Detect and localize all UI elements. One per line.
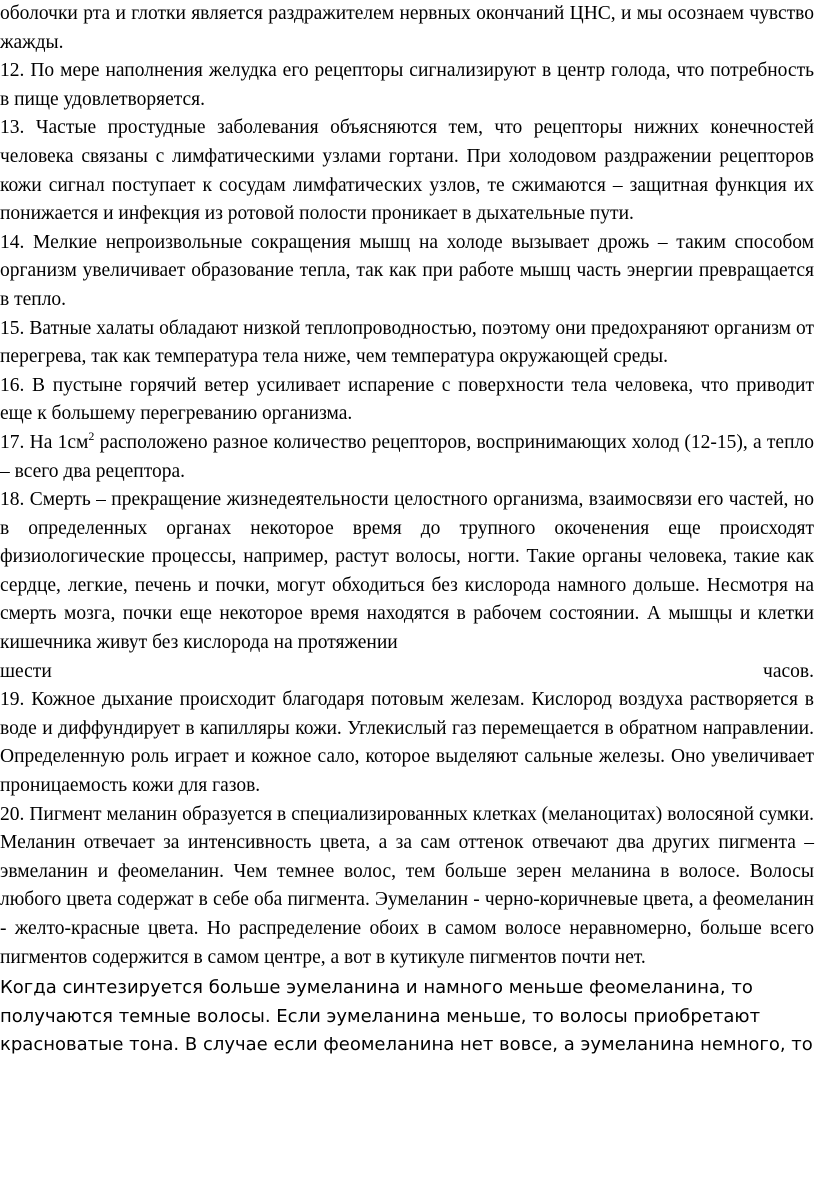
item-18-tail-right: часов.: [763, 660, 814, 682]
item-number: 13.: [0, 117, 25, 139]
sans-line: Когда синтезируется больше эумеланина и намного меньше феомеланина, то: [0, 977, 753, 999]
item-number: 19.: [0, 689, 25, 711]
item-text: По мере наполнения желудка его рецепторы сигнализируют в центр голода, что потребность в пище удовлетворяется.: [0, 60, 814, 110]
item-18-tail-left: шести: [0, 660, 52, 682]
item-number: 17.: [0, 431, 25, 453]
item-text-post: расположено разное количество рецепторов, воспринимающих холод (12-15), а тепло – всего два рецептора.: [0, 431, 814, 482]
item-text: Пигмент меланин образуется в специализированных клетках (меланоцитах) волосяной сумки. Меланин отвечает за интенсивность цвета, а за сам оттенок отвечают два других пигмента – эвмеланин и феомеланин. Чем темнее волос, тем больше зерен меланина в волосе. Волосы любого цвета содержат в себе оба пигмента. Эумеланин - черно-коричневые цвета, а феомеланин - желто-красные цвета. Но распределение обоих в самом волосе неравномерно, больше всего пигментов содержится в самом центре, а вот в кутикуле пигментов почти нет.: [0, 803, 814, 968]
item-number: 20.: [0, 803, 25, 825]
item-number: 12.: [0, 60, 25, 82]
item-number: 14.: [0, 231, 25, 253]
item-12: [0, 57, 814, 114]
sans-paragraph: [0, 974, 814, 1060]
sans-line: красноватые тона. В случае если феомеланина нет вовсе, а эумеланина немного, то: [0, 1034, 813, 1056]
item-text-pre: На 1см: [29, 431, 89, 453]
item-18-tail: [0, 658, 814, 687]
item-18: [0, 486, 814, 658]
item-text: В пустыне горячий ветер усиливает испарение с поверхности тела человека, что приводит еще к большему перегреванию организма.: [0, 374, 815, 425]
item-16: [0, 372, 814, 429]
item-14: [0, 229, 814, 315]
sans-line: получаются темные волосы. Если эумеланина меньше, то волосы приобретают: [0, 1005, 761, 1027]
item-text: Смерть – прекращение жизнедеятельности целостного организма, взаимосвязи его частей, но в определенных органах некоторое время до трупного окоченения еще происходят физиологические процессы, например, растут волосы, ногти. Такие органы человека, такие как сердце, легкие, печень и почки, могут обходиться без кислорода намного дольше. Несмотря на смерть мозга, почки еще некоторое время находятся в рабочем состоянии. А мышцы и клетки кишечника живут без кислорода на протяжении: [0, 489, 815, 654]
item-19: [0, 686, 814, 800]
item-15: [0, 315, 814, 372]
intro-paragraph: оболочки рта и глотки является раздражителем нервных окончаний ЦНС, и мы осознаем чувство жажды.: [0, 3, 814, 53]
item-13: [0, 114, 814, 228]
superscript: 2: [88, 428, 95, 443]
item-text: Мелкие непроизвольные сокращения мышц на холоде вызывает дрожь – таким способом организм увеличивает образование тепла, так как при работе мышц часть энергии превращается в тепло.: [0, 231, 815, 310]
item-number: 15.: [0, 317, 25, 339]
item-number: 18.: [0, 489, 25, 511]
item-17: [0, 429, 814, 486]
item-20: [0, 801, 814, 973]
item-text: Ватные халаты обладают низкой теплопроводностью, поэтому они предохраняют организм от перегрева, так как температура тела ниже, чем температура окружающей среды.: [0, 317, 815, 368]
item-number: 16.: [0, 374, 25, 396]
item-text: Кожное дыхание происходит благодаря потовым железам. Кислород воздуха растворяется в воде и диффундирует в капилляры кожи. Углекислый газ перемещается в обратном направлении. Определенную роль играет и кожное сало, которое выделяют сальные железы. Оно увеличивает проницаемость кожи для газов.: [0, 689, 815, 797]
item-text: Частые простудные заболевания объясняются тем, что рецепторы нижних конечностей человека связаны с лимфатическими узлами гортани. При холодовом раздражении рецепторов кожи сигнал поступает к сосудам лимфатических узлов, те сжимаются – защитная функция их понижается и инфекция из ротовой полости проникает в дыхательные пути.: [0, 117, 814, 225]
